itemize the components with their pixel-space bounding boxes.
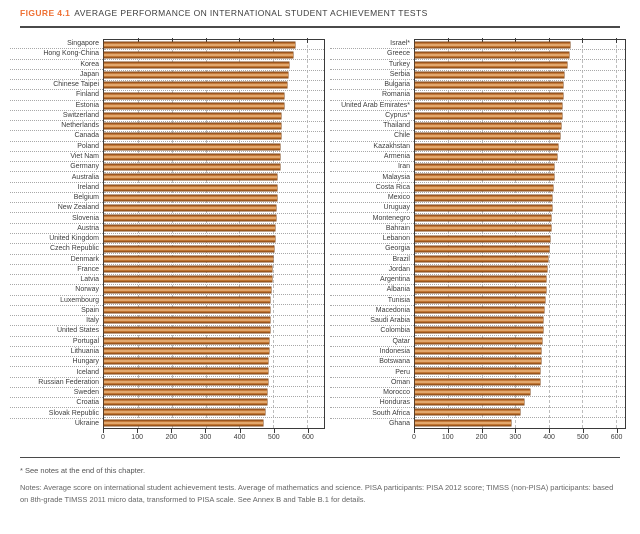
country-label: Botswana <box>330 357 414 367</box>
bar-row <box>104 316 324 326</box>
score-bar <box>104 82 287 88</box>
bar-row <box>415 265 625 275</box>
score-bar <box>104 399 267 405</box>
plot-area <box>103 39 325 429</box>
bar-row <box>415 387 625 397</box>
bar-row <box>415 173 625 183</box>
bar-row <box>104 418 324 428</box>
score-bar <box>104 62 289 68</box>
category-labels <box>330 39 414 429</box>
score-bar <box>415 399 524 405</box>
bar-row <box>415 377 625 387</box>
score-bar <box>415 297 545 303</box>
axis-tick <box>515 429 516 433</box>
score-bar <box>415 358 541 364</box>
bar-row <box>104 163 324 173</box>
score-bar <box>104 144 280 150</box>
bar-row <box>104 295 324 305</box>
score-bar <box>415 266 547 272</box>
score-bar <box>104 52 293 58</box>
country-label: Bulgaria <box>330 80 414 90</box>
country-label: Italy <box>10 316 103 326</box>
score-bar <box>415 144 558 150</box>
country-label: Albania <box>330 285 414 295</box>
axis-tick-label: 100 <box>131 434 143 441</box>
score-bar <box>104 266 272 272</box>
score-bar <box>104 215 276 221</box>
score-bar <box>104 307 270 313</box>
bar-row <box>415 183 625 193</box>
bar-row <box>415 142 625 152</box>
score-bar <box>104 154 280 160</box>
bar-row <box>104 132 324 142</box>
score-bar <box>104 93 284 99</box>
country-label: Qatar <box>330 337 414 347</box>
score-bar <box>104 164 280 170</box>
axis-tick <box>240 429 241 433</box>
bar-row <box>415 193 625 203</box>
bar-row <box>415 214 625 224</box>
score-bar <box>415 317 543 323</box>
country-label: Estonia <box>10 101 103 111</box>
bar-row <box>415 203 625 213</box>
country-label: Russian Federation <box>10 378 103 388</box>
score-bar <box>104 205 276 211</box>
score-bar <box>104 236 275 242</box>
axis-tick <box>274 429 275 433</box>
country-label: Netherlands <box>10 121 103 131</box>
country-label: Chile <box>330 131 414 141</box>
charts-container <box>10 39 626 446</box>
axis-tick <box>549 429 550 433</box>
bar-row <box>104 111 324 121</box>
country-label: Saudi Arabia <box>330 316 414 326</box>
country-label: Greece <box>330 49 414 59</box>
score-bar <box>415 154 557 160</box>
bar-row <box>104 408 324 418</box>
country-label: Japan <box>10 70 103 80</box>
axis-tick <box>414 429 415 433</box>
score-bar <box>104 287 271 293</box>
axis-tick <box>137 429 138 433</box>
bar-row <box>104 60 324 70</box>
score-bar <box>104 368 268 374</box>
score-bar <box>415 103 562 109</box>
country-label: Germany <box>10 162 103 172</box>
bar-row <box>415 71 625 81</box>
score-bar <box>415 133 560 139</box>
country-label: Serbia <box>330 70 414 80</box>
country-label: South Africa <box>330 408 414 418</box>
score-bar <box>415 82 563 88</box>
country-label: Mexico <box>330 193 414 203</box>
axis-tick <box>448 429 449 433</box>
score-bar <box>104 327 270 333</box>
score-bar <box>104 113 281 119</box>
bar-row <box>104 173 324 183</box>
bar-row <box>104 326 324 336</box>
axis-tick <box>103 429 104 433</box>
score-bar <box>415 113 562 119</box>
score-bar <box>104 276 272 282</box>
title-divider <box>20 26 620 28</box>
bar-row <box>104 152 324 162</box>
bar-row <box>415 316 625 326</box>
figure-heading: AVERAGE PERFORMANCE ON INTERNATIONAL STUDENT ACHIEVEMENT TESTS <box>74 8 428 18</box>
score-bar <box>104 317 270 323</box>
score-bar <box>415 123 561 129</box>
score-bar <box>415 164 554 170</box>
score-bar <box>415 93 563 99</box>
axis-tick <box>171 429 172 433</box>
score-bar <box>415 215 551 221</box>
score-bar <box>415 52 569 58</box>
bar-row <box>104 305 324 315</box>
country-label: Slovak Republic <box>10 408 103 418</box>
score-bar <box>104 133 281 139</box>
score-bar <box>104 256 273 262</box>
bar-row <box>415 60 625 70</box>
axis-tick-label: 0 <box>412 434 416 441</box>
country-label: Brazil <box>330 255 414 265</box>
bar-row <box>104 40 324 50</box>
country-label: Czech Republic <box>10 244 103 254</box>
bar-row <box>104 122 324 132</box>
score-bar <box>415 348 541 354</box>
score-bar <box>415 368 540 374</box>
country-label: Croatia <box>10 398 103 408</box>
score-bar <box>415 287 546 293</box>
bar-row <box>104 377 324 387</box>
score-bar <box>104 225 275 231</box>
country-label: Turkey <box>330 60 414 70</box>
country-label: Portugal <box>10 337 103 347</box>
score-bar <box>415 307 544 313</box>
score-bar <box>415 276 546 282</box>
country-label: Ukraine <box>74 420 99 428</box>
plot-column <box>103 39 325 446</box>
axis-tick <box>617 429 618 433</box>
country-label: Belgium <box>10 193 103 203</box>
axis-tick-label: 300 <box>509 434 522 441</box>
x-axis <box>414 429 626 446</box>
figure-notes: Notes: Average score on international student achievement tests. Average of mathematics and science. PISA participants: PISA 2012 score; TIMSS (non-PISA) participants: based on 8th-grade TIMSS 2011 micro data, transformed to PISA scale. See Annex B and Table B.1 for details. <box>20 483 614 504</box>
bar-row <box>415 111 625 121</box>
score-bar <box>415 62 567 68</box>
bar-row <box>104 244 324 254</box>
country-label: New Zealand <box>10 203 103 213</box>
score-bar <box>415 338 542 344</box>
bar-chart-1 <box>10 39 325 446</box>
bar-row <box>415 418 625 428</box>
country-label: Latvia <box>10 275 103 285</box>
country-label: Honduras <box>330 398 414 408</box>
bar-row <box>415 122 625 132</box>
bar-row <box>104 101 324 111</box>
bar-row <box>104 193 324 203</box>
axis-tick-label: 500 <box>576 434 589 441</box>
bar-row <box>415 357 625 367</box>
country-label: Lebanon <box>330 234 414 244</box>
bar-row <box>415 326 625 336</box>
country-label: Morocco <box>330 388 414 398</box>
footer-divider <box>20 457 620 458</box>
axis-tick <box>205 429 206 433</box>
bar-row <box>104 234 324 244</box>
bar-row <box>104 50 324 60</box>
bar-row <box>415 275 625 285</box>
bar-row <box>104 346 324 356</box>
country-label: Oman <box>330 378 414 388</box>
score-bar <box>104 379 268 385</box>
axis-tick <box>583 429 584 433</box>
bar-row <box>104 91 324 101</box>
score-bar <box>415 246 549 252</box>
axis-tick-label: 600 <box>610 434 623 441</box>
country-label: France <box>10 265 103 275</box>
plot-area <box>414 39 626 429</box>
axis-tick-label: 300 <box>199 434 212 441</box>
bar-row <box>415 81 625 91</box>
bar-row <box>104 357 324 367</box>
bar-row <box>104 275 324 285</box>
country-label: Lithuania <box>10 347 103 357</box>
axis-tick-label: 400 <box>543 434 555 441</box>
country-label: Hong Kong-China <box>10 49 103 59</box>
bar-row <box>415 295 625 305</box>
country-label: Peru <box>330 367 414 377</box>
axis-tick <box>482 429 483 433</box>
bar-row <box>104 254 324 264</box>
axis-tick-label: 400 <box>233 434 246 441</box>
score-bar <box>104 72 288 78</box>
score-bar <box>415 379 540 385</box>
country-label: Hungary <box>10 357 103 367</box>
axis-tick <box>308 429 309 433</box>
bar-row <box>104 71 324 81</box>
country-label: Thailand <box>330 121 414 131</box>
country-label: Iceland <box>10 367 103 377</box>
bar-row <box>415 152 625 162</box>
country-label: Luxembourg <box>10 296 103 306</box>
country-label: Colombia <box>330 326 414 336</box>
x-axis <box>103 429 325 446</box>
country-label: Ghana <box>388 420 410 428</box>
score-bar <box>415 205 552 211</box>
bar-row <box>415 367 625 377</box>
country-label: Norway <box>10 285 103 295</box>
bar-row <box>104 224 324 234</box>
country-label: Slovenia <box>10 213 103 223</box>
score-bar <box>104 42 295 48</box>
score-bar <box>104 409 265 415</box>
country-label: Canada <box>10 131 103 141</box>
bar-row <box>415 285 625 295</box>
country-label: Uruguay <box>330 203 414 213</box>
score-bar <box>415 72 564 78</box>
score-bar <box>104 174 277 180</box>
bar-row <box>415 408 625 418</box>
country-label: Malaysia <box>330 172 414 182</box>
score-bar <box>104 389 267 395</box>
score-bar <box>415 185 553 191</box>
bar-row <box>104 387 324 397</box>
country-label: Denmark <box>10 255 103 265</box>
bar-row <box>104 183 324 193</box>
bar-row <box>415 397 625 407</box>
bar-row <box>415 254 625 264</box>
score-bar <box>104 185 277 191</box>
country-label: Romania <box>330 90 414 100</box>
score-bar <box>415 195 552 201</box>
country-label: Argentina <box>330 275 414 285</box>
score-bar <box>415 327 543 333</box>
score-bar <box>415 42 570 48</box>
bar-row <box>415 244 625 254</box>
score-bar <box>415 174 554 180</box>
score-bar <box>104 123 281 129</box>
score-bar <box>415 236 550 242</box>
country-label: Austria <box>10 224 103 234</box>
score-bar <box>104 195 277 201</box>
bar-row <box>104 367 324 377</box>
country-label: Israel* <box>330 39 414 49</box>
score-bar <box>104 246 274 252</box>
axis-tick-label: 500 <box>267 434 280 441</box>
country-label: Macedonia <box>330 306 414 316</box>
axis-tick-label: 100 <box>441 434 454 441</box>
country-label: Armenia <box>330 152 414 162</box>
bar-row <box>415 305 625 315</box>
country-label: Chinese Taipei <box>10 80 103 90</box>
bar-row <box>415 132 625 142</box>
bar-row <box>415 50 625 60</box>
bar-row <box>104 397 324 407</box>
score-bar <box>104 358 268 364</box>
bar-row <box>415 91 625 101</box>
bar-chart-2 <box>330 39 626 446</box>
score-bar <box>104 297 270 303</box>
country-label: Kazakhstan <box>330 142 414 152</box>
bar-row <box>104 142 324 152</box>
score-bar <box>104 348 269 354</box>
axis-tick-label: 600 <box>302 434 314 441</box>
figure-number: FIGURE 4.1 <box>20 8 71 18</box>
score-bar <box>104 103 284 109</box>
axis-tick-label: 200 <box>165 434 178 441</box>
country-label: Cyprus* <box>330 111 414 121</box>
bar-row <box>415 346 625 356</box>
score-bar <box>415 256 548 262</box>
bar-row <box>415 101 625 111</box>
country-label: Bahrain <box>330 224 414 234</box>
bar-row <box>104 214 324 224</box>
bar-row <box>415 40 625 50</box>
bar-row <box>415 224 625 234</box>
country-label: United Kingdom <box>10 234 103 244</box>
axis-tick-label: 200 <box>475 434 488 441</box>
bar-row <box>415 163 625 173</box>
axis-tick-label: 0 <box>101 434 105 441</box>
country-label: Sweden <box>10 388 103 398</box>
country-label: Ireland <box>10 183 103 193</box>
country-label: Singapore <box>10 39 103 49</box>
bar-row <box>104 265 324 275</box>
category-labels <box>10 39 103 429</box>
score-bar <box>415 225 551 231</box>
country-label: Australia <box>10 172 103 182</box>
bar-row <box>104 285 324 295</box>
country-label: Spain <box>10 306 103 316</box>
country-label: Montenegro <box>330 213 414 223</box>
country-label: Georgia <box>330 244 414 254</box>
country-label: Costa Rica <box>330 183 414 193</box>
country-label: United Arab Emirates* <box>330 101 414 111</box>
country-label: Tunisia <box>330 296 414 306</box>
bar-row <box>104 203 324 213</box>
country-label: United States <box>10 326 103 336</box>
score-bar <box>415 420 511 426</box>
country-label: Switzerland <box>10 111 103 121</box>
score-bar <box>104 338 269 344</box>
country-label: Korea <box>10 60 103 70</box>
country-label: Viet Nam <box>10 152 103 162</box>
country-label: Indonesia <box>330 347 414 357</box>
bar-row <box>415 336 625 346</box>
bar-row <box>104 81 324 91</box>
score-bar <box>104 420 263 426</box>
score-bar <box>415 389 530 395</box>
plot-column <box>414 39 626 446</box>
score-bar <box>415 409 520 415</box>
country-label: Jordan <box>330 265 414 275</box>
country-label: Finland <box>10 90 103 100</box>
bar-row <box>415 234 625 244</box>
bar-row <box>104 336 324 346</box>
country-label: Iran <box>330 162 414 172</box>
asterisk-note: * See notes at the end of this chapter. <box>20 466 146 475</box>
figure-title <box>0 0 640 18</box>
country-label: Poland <box>10 142 103 152</box>
